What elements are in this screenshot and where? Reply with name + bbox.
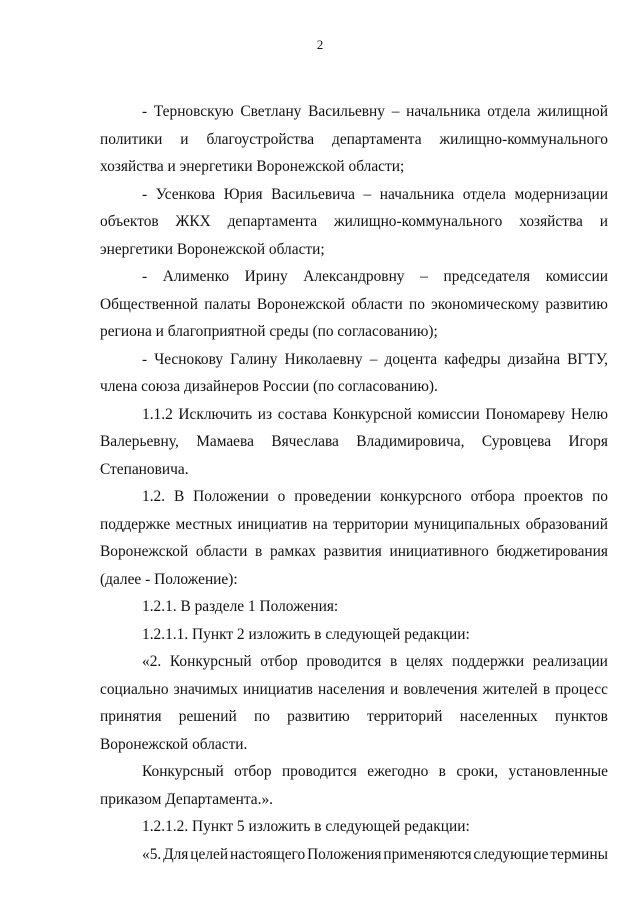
text-line: политики и благоустройства департамента жилищно-коммунального xyxy=(100,130,608,148)
text-line: 1.1.2 Исключить из состава Конкурсной комиссии Пономареву Нелю xyxy=(142,405,608,423)
text-line: «5. Для целей настоящего Положения применяются следующие термины xyxy=(142,845,608,863)
document-body xyxy=(100,98,608,868)
text-line: Валерьевну, Мамаева Вячеслава Владимировича, Суровцева Игоря xyxy=(100,433,608,450)
text-line: члена союза дизайнеров России (по согласованию). xyxy=(100,378,438,395)
text-line: 1.2.1. В разделе 1 Положения: xyxy=(142,598,339,615)
text-line: - Чеснокову Галину Николаевну – доцента кафедры дизайна ВГТУ, xyxy=(142,350,608,368)
text-line: (далее - Положение): xyxy=(100,570,238,588)
text-line: Воронежской области. xyxy=(100,735,248,753)
text-line: 1.2.1.1. Пункт 2 изложить в следующей редакции: xyxy=(142,625,470,643)
text-line: принятия решений по развитию территорий населенных пунктов xyxy=(100,708,608,725)
text-line: Общественной палаты Воронежской области по экономическому развитию xyxy=(100,295,608,313)
text-line: 1.2.1.2. Пункт 5 изложить в следующей редакции: xyxy=(142,818,470,835)
text-line: - Усенкова Юрия Васильевича – начальника отдела модернизации xyxy=(142,185,608,203)
text-line: Конкурсный отбор проводится ежегодно в сроки, установленные xyxy=(142,763,608,780)
text-line: поддержке местных инициатив на территории муниципальных образований xyxy=(100,515,608,533)
page-number: 2 xyxy=(316,37,324,52)
text-line: 1.2. В Положении о проведении конкурсного отбора проектов по xyxy=(142,488,608,505)
text-line: региона и благоприятной среды (по согласованию); xyxy=(100,323,438,340)
text-line: объектов ЖКХ департамента жилищно-коммунального хозяйства и xyxy=(100,213,608,230)
text-line: приказом Департамента.». xyxy=(100,790,273,808)
text-line: энергетики Воронежской области; xyxy=(100,240,325,258)
text-line: Степановича. xyxy=(100,460,189,478)
text-line: «2. Конкурсный отбор проводится в целях поддержки реализации xyxy=(142,653,608,670)
text-line: Воронежской области в рамках развития инициативного бюджетирования xyxy=(100,543,608,560)
text-line: социально значимых инициатив населения и вовлечения жителей в процесс xyxy=(100,680,608,698)
text-line: - Алименко Ирину Александровну – председателя комиссии xyxy=(142,268,608,285)
text-line: хозяйства и энергетики Воронежской области; xyxy=(100,158,405,175)
text-line: - Терновскую Светлану Васильевну – начальника отдела жилищной xyxy=(142,103,608,120)
